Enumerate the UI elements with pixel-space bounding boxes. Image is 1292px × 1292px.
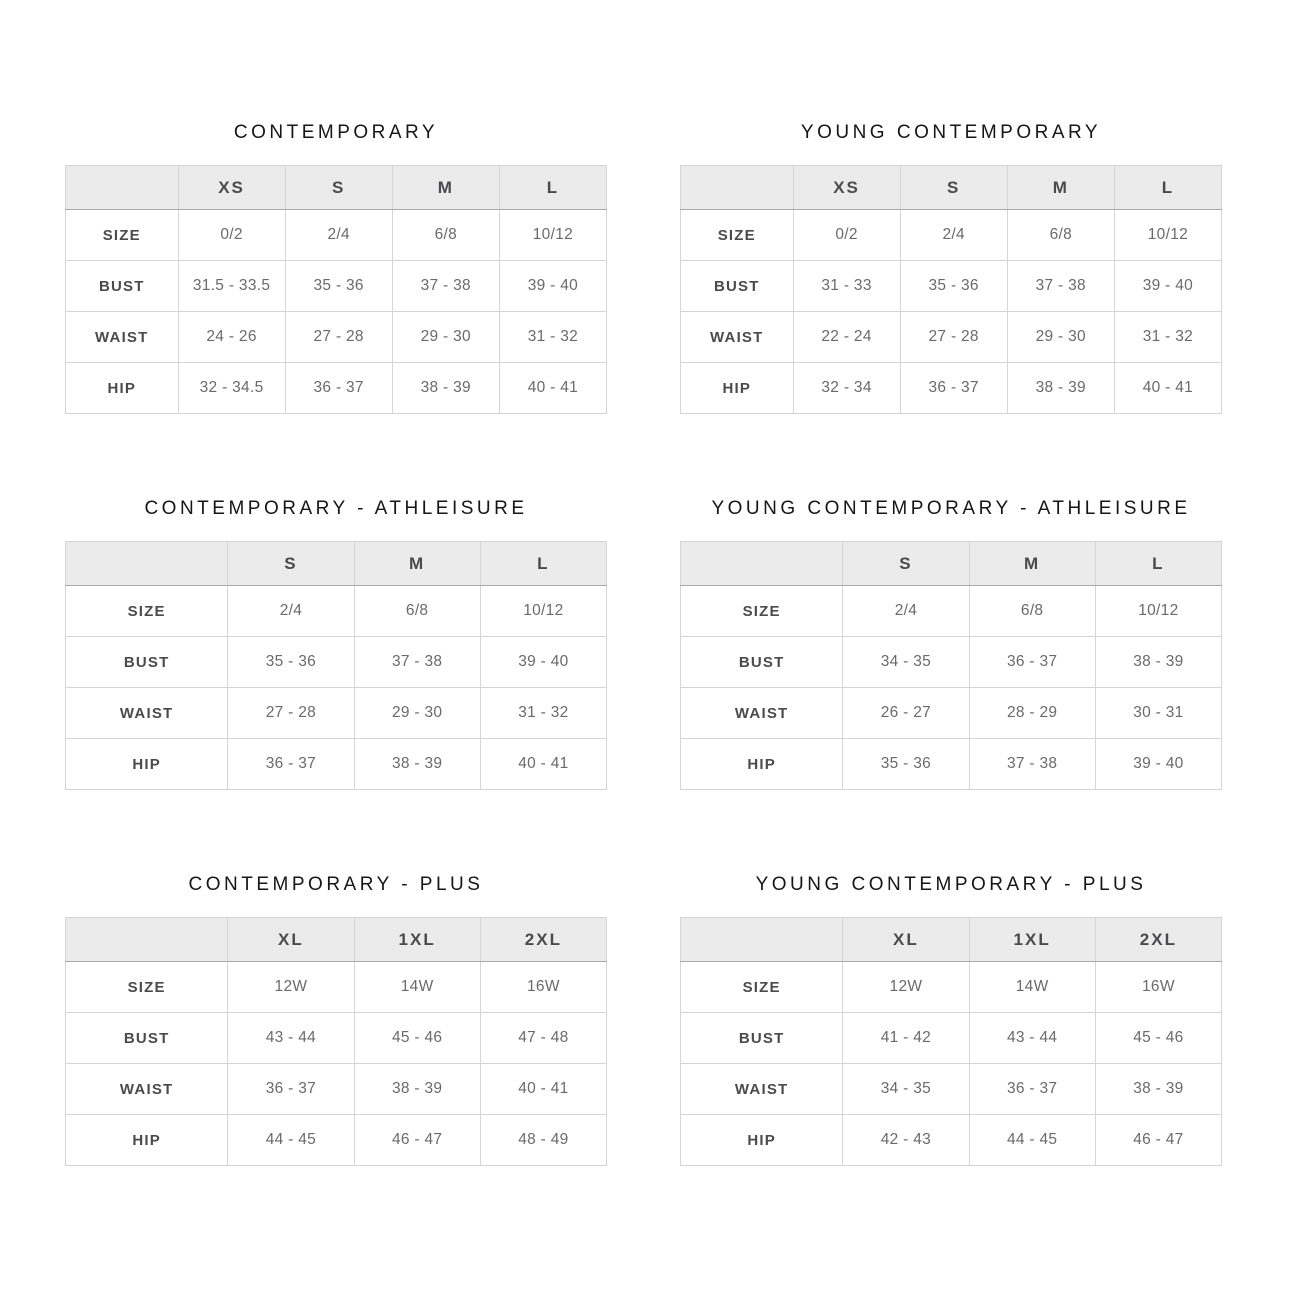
row-label: SIZE [681, 210, 794, 261]
measurement-cell: 29 - 30 [354, 688, 480, 739]
measurement-cell: 35 - 36 [900, 261, 1007, 312]
measurement-cell: 38 - 39 [354, 1064, 480, 1115]
measurement-cell: 42 - 43 [843, 1115, 969, 1166]
row-label: WAIST [66, 1064, 228, 1115]
row-label: WAIST [681, 312, 794, 363]
measurement-cell: 14W [969, 962, 1095, 1013]
table-row [66, 637, 607, 688]
size-chart-table [65, 165, 607, 414]
table-row [681, 739, 1222, 790]
row-label: SIZE [66, 962, 228, 1013]
column-header: S [843, 542, 969, 586]
table-row [66, 261, 607, 312]
measurement-cell: 12W [228, 962, 354, 1013]
row-label: SIZE [681, 586, 843, 637]
table-row [681, 688, 1222, 739]
measurement-cell: 31.5 - 33.5 [178, 261, 285, 312]
measurement-cell: 10/12 [1114, 210, 1221, 261]
measurement-cell: 37 - 38 [1007, 261, 1114, 312]
column-header: L [1095, 542, 1221, 586]
table-row [681, 1013, 1222, 1064]
size-chart-table [680, 541, 1222, 790]
size-chart-title: CONTEMPORARY - ATHLEISURE [144, 498, 528, 519]
row-label: WAIST [66, 312, 179, 363]
size-chart-title: YOUNG CONTEMPORARY [800, 122, 1102, 143]
size-chart-section [65, 122, 607, 414]
measurement-cell: 36 - 37 [900, 363, 1007, 414]
table-row [681, 312, 1222, 363]
row-label: WAIST [66, 688, 228, 739]
measurement-cell: 27 - 28 [285, 312, 392, 363]
measurement-cell: 36 - 37 [969, 637, 1095, 688]
corner-cell [66, 166, 179, 210]
row-label: BUST [681, 261, 794, 312]
measurement-cell: 36 - 37 [969, 1064, 1095, 1115]
table-header-row [681, 166, 1222, 210]
size-chart-table [680, 165, 1222, 414]
table-row [681, 210, 1222, 261]
corner-cell [681, 166, 794, 210]
column-header: M [1007, 166, 1114, 210]
measurement-cell: 39 - 40 [499, 261, 606, 312]
table-row [66, 962, 607, 1013]
row-label: SIZE [66, 586, 228, 637]
column-header: 2XL [480, 918, 606, 962]
measurement-cell: 41 - 42 [843, 1013, 969, 1064]
measurement-cell: 31 - 32 [499, 312, 606, 363]
measurement-cell: 28 - 29 [969, 688, 1095, 739]
measurement-cell: 29 - 30 [392, 312, 499, 363]
column-header: L [480, 542, 606, 586]
measurement-cell: 37 - 38 [392, 261, 499, 312]
measurement-cell: 31 - 32 [480, 688, 606, 739]
measurement-cell: 0/2 [178, 210, 285, 261]
measurement-cell: 29 - 30 [1007, 312, 1114, 363]
measurement-cell: 35 - 36 [285, 261, 392, 312]
measurement-cell: 44 - 45 [969, 1115, 1095, 1166]
column-header: 2XL [1095, 918, 1221, 962]
row-label: SIZE [66, 210, 179, 261]
column-header: 1XL [969, 918, 1095, 962]
column-header: XL [228, 918, 354, 962]
measurement-cell: 38 - 39 [392, 363, 499, 414]
column-header: S [285, 166, 392, 210]
measurement-cell: 40 - 41 [1114, 363, 1221, 414]
measurement-cell: 43 - 44 [228, 1013, 354, 1064]
size-charts-grid [65, 122, 1227, 1250]
size-chart-title: CONTEMPORARY - PLUS [188, 874, 484, 895]
measurement-cell: 39 - 40 [1114, 261, 1221, 312]
column-header: L [499, 166, 606, 210]
table-row [681, 1115, 1222, 1166]
row-label: HIP [681, 363, 794, 414]
size-chart-section [680, 122, 1222, 414]
row-label: BUST [681, 1013, 843, 1064]
table-row [66, 1115, 607, 1166]
column-header: XL [843, 918, 969, 962]
column-header: S [228, 542, 354, 586]
measurement-cell: 40 - 41 [480, 739, 606, 790]
measurement-cell: 44 - 45 [228, 1115, 354, 1166]
measurement-cell: 30 - 31 [1095, 688, 1221, 739]
measurement-cell: 32 - 34 [793, 363, 900, 414]
measurement-cell: 10/12 [480, 586, 606, 637]
measurement-cell: 38 - 39 [354, 739, 480, 790]
measurement-cell: 12W [843, 962, 969, 1013]
row-label: BUST [66, 637, 228, 688]
row-label: HIP [66, 363, 179, 414]
row-label: HIP [681, 1115, 843, 1166]
measurement-cell: 0/2 [793, 210, 900, 261]
size-chart-title: YOUNG CONTEMPORARY - ATHLEISURE [711, 498, 1191, 519]
measurement-cell: 16W [480, 962, 606, 1013]
measurement-cell: 46 - 47 [354, 1115, 480, 1166]
corner-cell [681, 918, 843, 962]
size-chart-section [65, 874, 607, 1166]
measurement-cell: 34 - 35 [843, 637, 969, 688]
table-row [681, 1064, 1222, 1115]
row-label: SIZE [681, 962, 843, 1013]
table-row [681, 637, 1222, 688]
row-label: BUST [66, 261, 179, 312]
column-header: 1XL [354, 918, 480, 962]
measurement-cell: 2/4 [843, 586, 969, 637]
table-row [66, 739, 607, 790]
table-header-row [66, 918, 607, 962]
measurement-cell: 6/8 [969, 586, 1095, 637]
measurement-cell: 36 - 37 [228, 1064, 354, 1115]
size-chart-table [65, 541, 607, 790]
row-label: BUST [681, 637, 843, 688]
measurement-cell: 6/8 [1007, 210, 1114, 261]
size-chart-section [680, 498, 1222, 790]
corner-cell [66, 542, 228, 586]
measurement-cell: 2/4 [285, 210, 392, 261]
measurement-cell: 24 - 26 [178, 312, 285, 363]
table-row [66, 586, 607, 637]
row-label: HIP [681, 739, 843, 790]
measurement-cell: 45 - 46 [354, 1013, 480, 1064]
table-header-row [66, 542, 607, 586]
table-row [66, 363, 607, 414]
measurement-cell: 46 - 47 [1095, 1115, 1221, 1166]
measurement-cell: 38 - 39 [1095, 637, 1221, 688]
table-row [681, 261, 1222, 312]
measurement-cell: 45 - 46 [1095, 1013, 1221, 1064]
measurement-cell: 2/4 [900, 210, 1007, 261]
table-header-row [66, 166, 607, 210]
measurement-cell: 26 - 27 [843, 688, 969, 739]
column-header: S [900, 166, 1007, 210]
table-row [66, 688, 607, 739]
measurement-cell: 37 - 38 [969, 739, 1095, 790]
measurement-cell: 2/4 [228, 586, 354, 637]
size-chart-section [65, 498, 607, 790]
column-header: XS [178, 166, 285, 210]
measurement-cell: 35 - 36 [228, 637, 354, 688]
table-row [66, 312, 607, 363]
corner-cell [681, 542, 843, 586]
column-header: M [392, 166, 499, 210]
size-chart-table [680, 917, 1222, 1166]
row-label: BUST [66, 1013, 228, 1064]
measurement-cell: 6/8 [392, 210, 499, 261]
measurement-cell: 27 - 28 [900, 312, 1007, 363]
size-chart-table [65, 917, 607, 1166]
table-row [66, 210, 607, 261]
row-label: WAIST [681, 1064, 843, 1115]
row-label: HIP [66, 1115, 228, 1166]
table-row [681, 962, 1222, 1013]
measurement-cell: 40 - 41 [499, 363, 606, 414]
measurement-cell: 43 - 44 [969, 1013, 1095, 1064]
table-row [66, 1064, 607, 1115]
measurement-cell: 37 - 38 [354, 637, 480, 688]
size-chart-title: CONTEMPORARY [233, 122, 439, 143]
measurement-cell: 40 - 41 [480, 1064, 606, 1115]
measurement-cell: 10/12 [499, 210, 606, 261]
column-header: XS [793, 166, 900, 210]
measurement-cell: 34 - 35 [843, 1064, 969, 1115]
table-header-row [681, 542, 1222, 586]
measurement-cell: 47 - 48 [480, 1013, 606, 1064]
table-row [681, 586, 1222, 637]
row-label: WAIST [681, 688, 843, 739]
measurement-cell: 36 - 37 [285, 363, 392, 414]
measurement-cell: 36 - 37 [228, 739, 354, 790]
column-header: L [1114, 166, 1221, 210]
measurement-cell: 39 - 40 [1095, 739, 1221, 790]
measurement-cell: 22 - 24 [793, 312, 900, 363]
measurement-cell: 14W [354, 962, 480, 1013]
measurement-cell: 39 - 40 [480, 637, 606, 688]
measurement-cell: 27 - 28 [228, 688, 354, 739]
measurement-cell: 38 - 39 [1095, 1064, 1221, 1115]
measurement-cell: 48 - 49 [480, 1115, 606, 1166]
measurement-cell: 38 - 39 [1007, 363, 1114, 414]
measurement-cell: 16W [1095, 962, 1221, 1013]
column-header: M [354, 542, 480, 586]
measurement-cell: 32 - 34.5 [178, 363, 285, 414]
size-chart-title: YOUNG CONTEMPORARY - PLUS [755, 874, 1147, 895]
row-label: HIP [66, 739, 228, 790]
table-row [66, 1013, 607, 1064]
measurement-cell: 35 - 36 [843, 739, 969, 790]
table-row [681, 363, 1222, 414]
measurement-cell: 6/8 [354, 586, 480, 637]
table-header-row [681, 918, 1222, 962]
corner-cell [66, 918, 228, 962]
measurement-cell: 10/12 [1095, 586, 1221, 637]
column-header: M [969, 542, 1095, 586]
measurement-cell: 31 - 32 [1114, 312, 1221, 363]
measurement-cell: 31 - 33 [793, 261, 900, 312]
size-chart-section [680, 874, 1222, 1166]
